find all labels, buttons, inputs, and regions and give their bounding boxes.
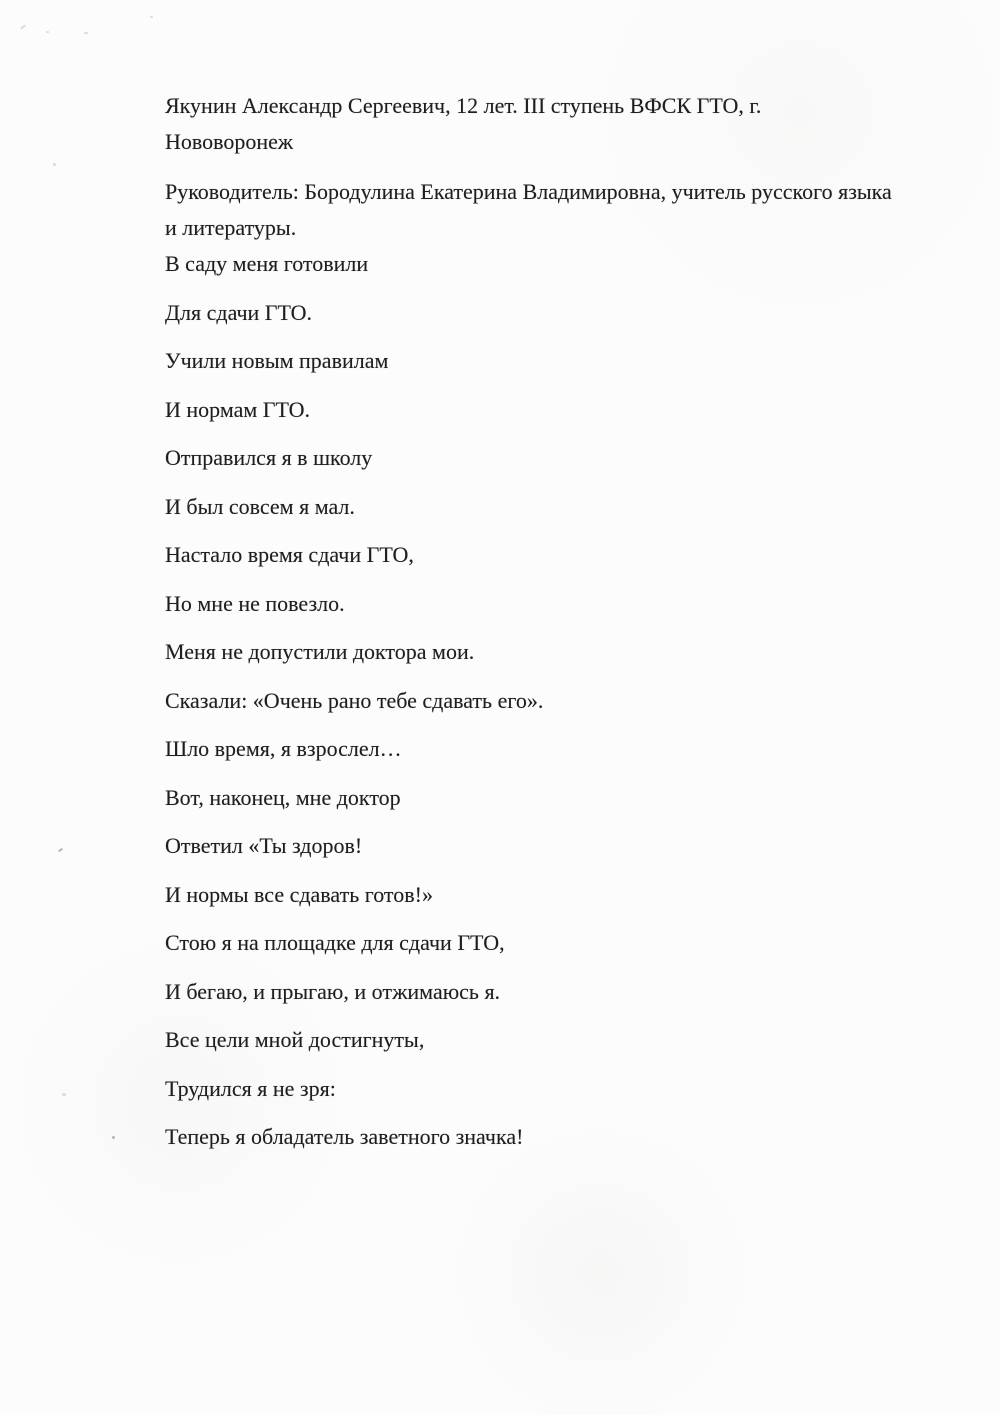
poem-line: Стою я на площадке для сдачи ГТО, xyxy=(165,930,505,955)
poem xyxy=(165,246,985,1154)
scan-speck xyxy=(112,1136,115,1139)
poem-line: Шло время, я взрослел… xyxy=(165,736,402,761)
scan-speck xyxy=(20,24,26,29)
poem-line: Меня не допустили доктора мои. xyxy=(165,639,475,664)
byline-line-1: Якунин Александр Сергеевич, 12 лет. III ступень ВФСК ГТО, г. xyxy=(165,93,762,118)
poem-line: Вот, наконец, мне доктор xyxy=(165,784,401,810)
scan-speck xyxy=(46,31,49,33)
poem-line: Теперь я обладатель заветного значка! xyxy=(165,1124,524,1149)
poem-line: И нормы все сдавать готов!» xyxy=(165,881,433,907)
supervisor-credit xyxy=(165,174,985,246)
poem-line: Настало время сдачи ГТО, xyxy=(165,542,414,567)
poem-line: И бегаю, и прыгаю, и отжимаюсь я. xyxy=(165,978,501,1004)
poem-line: Сказали: «Очень рано тебе сдавать его». xyxy=(165,687,544,713)
poem-line: В саду меня готовили xyxy=(165,251,369,276)
poem-line: Но мне не повезло. xyxy=(165,590,345,616)
scan-speck xyxy=(58,848,63,853)
poem-line: Учили новым правилам xyxy=(165,348,389,373)
document-content xyxy=(165,88,985,1168)
poem-line: Все цели мной достигнуты, xyxy=(165,1027,425,1052)
poem-line: Для сдачи ГТО. xyxy=(165,299,313,325)
scan-speck xyxy=(150,16,153,18)
scan-speck xyxy=(84,32,88,34)
supervisor-line-2: и литературы. xyxy=(165,215,297,240)
supervisor-line-1: Руководитель: Бородулина Екатерина Владимировна, учитель русского языка xyxy=(165,179,892,204)
scan-speck xyxy=(53,163,56,166)
poem-line: И был совсем я мал. xyxy=(165,493,355,519)
scan-speck xyxy=(62,1093,66,1096)
poem-line: Трудился я не зря: xyxy=(165,1075,336,1101)
poem-line: Ответил «Ты здоров! xyxy=(165,833,363,858)
byline-line-2: Нововоронеж xyxy=(165,129,294,154)
poem-line: Отправился я в школу xyxy=(165,445,373,470)
poem-line: И нормам ГТО. xyxy=(165,396,311,422)
byline xyxy=(165,88,985,160)
